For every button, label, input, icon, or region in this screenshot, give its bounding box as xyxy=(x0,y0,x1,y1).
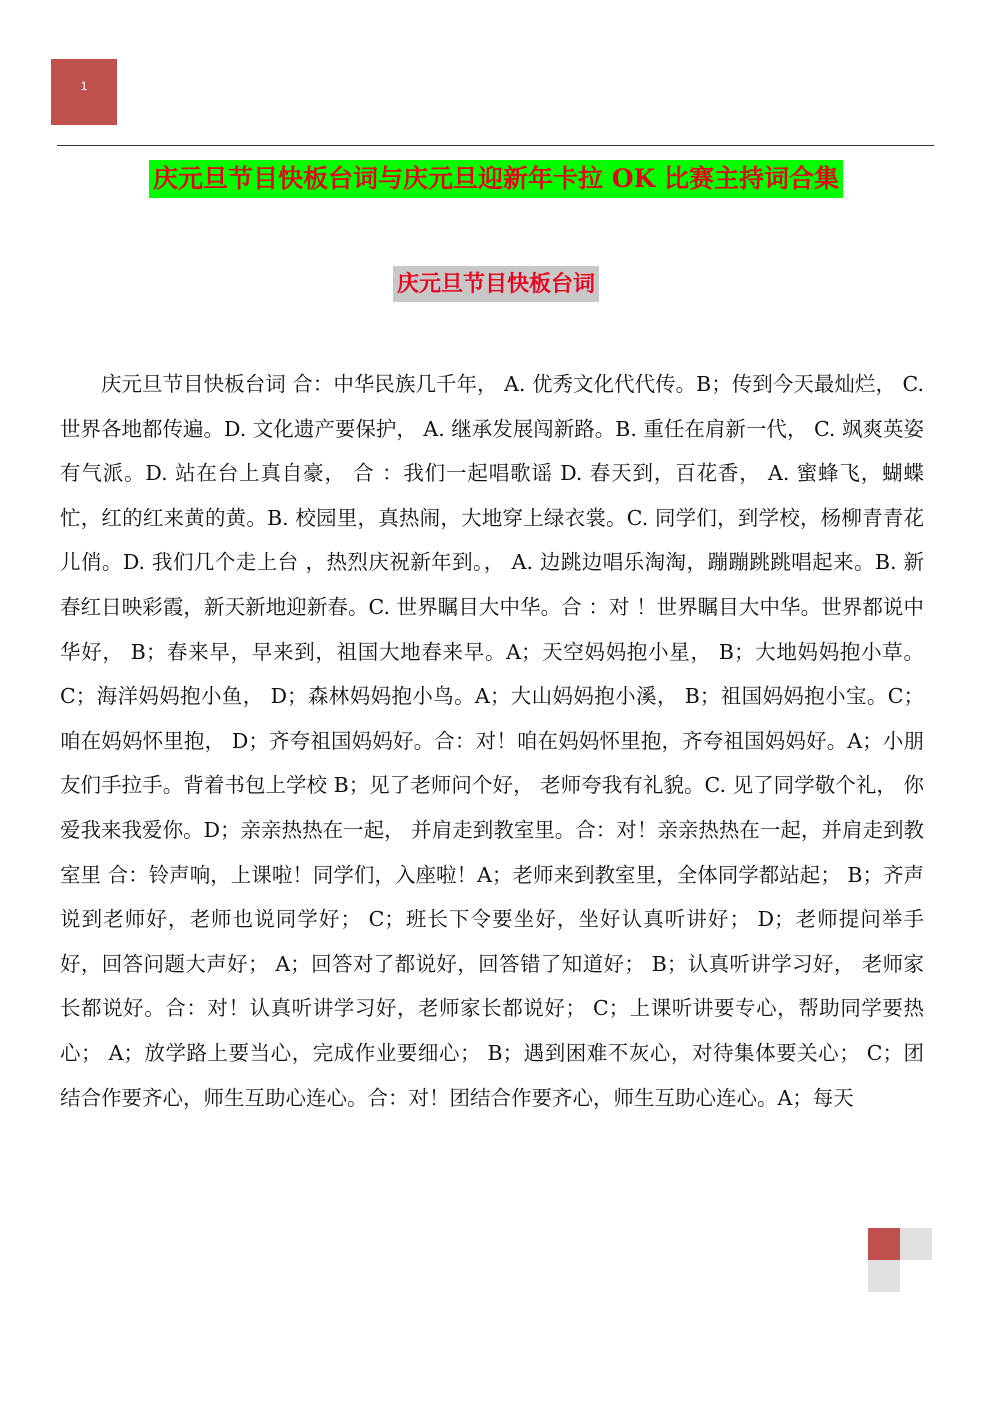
corner-decoration-gray xyxy=(900,1228,932,1260)
section-title: 庆元旦节目快板台词 xyxy=(393,266,599,302)
section-title-container xyxy=(0,266,992,302)
body-paragraph: 庆元旦节目快板台词 合：中华民族几千年， A. 优秀文化代代传。B；传到今天最灿烂， C. 世界各地都传遍。D. 文化遗产要保护， A. 继承发展闯新路。B. 重任在肩新一代， C. 飒爽英姿有气派。D. 站在台上真自豪， 合 ：我们一起唱歌谣 D. 春天到，百花香， A. 蜜蜂飞，蝴蝶忙，红的红来黄的黄。B. 校园里，真热闹，大地穿上绿衣裳。C. 同学们，到学校，杨柳青青花儿俏。D. 我们几个走上台 ，热烈庆祝新年到。， A. 边跳边唱乐淘淘，蹦蹦跳跳唱起来。B. 新春红日映彩霞，新天新地迎新春。C. 世界瞩目大中华。合 ：对 ！世界瞩目大中华。世界都说中华好， B；春来早，早来到，祖国大地春来早。A；天空妈妈抱小星， B；大地妈妈抱小草。C；海洋妈妈抱小鱼， D；森林妈妈抱小鸟。A；大山妈妈抱小溪， B；祖国妈妈抱小宝。C；咱在妈妈怀里抱， D；齐夸祖国妈妈好。合：对！咱在妈妈怀里抱，齐夸祖国妈妈好。A；小朋友们手拉手。背着书包上学校 B；见了老师问个好， 老师夸我有礼貌。C. 见了同学敬个礼， 你爱我来我爱你。D；亲亲热热在一起， 并肩走到教室里。合：对！亲亲热热在一起，并肩走到教室里 合：铃声响，上课啦！同学们，入座啦！A；老师来到教室里，全体同学都站起； B；齐声说到老师好，老师也说同学好； C；班长下令要坐好，坐好认真听讲好； D；老师提问举手好，回答问题大声好； A；回答对了都说好，回答错了知道好； B；认真听讲学习好， 老师家长都说好。合：对！认真听讲学习好，老师家长都说好； C；上课听讲要专心，帮助同学要热心； A；放学路上要当心，完成作业要细心； B；遇到困难不灰心，对待集体要关心； C；团结合作要齐心，师生互助心连心。合：对！团结合作要齐心，师生互助心连心。A；每天 xyxy=(60,372,924,1110)
header-divider xyxy=(57,145,934,146)
page-number: 1 xyxy=(80,79,88,93)
document-title: 庆元旦节目快板台词与庆元旦迎新年卡拉 OK 比赛主持词合集 xyxy=(149,160,843,198)
corner-decoration-gray xyxy=(868,1260,900,1292)
main-title-container xyxy=(0,160,992,198)
corner-decoration-red xyxy=(868,1228,900,1260)
page-number-badge xyxy=(51,59,117,125)
